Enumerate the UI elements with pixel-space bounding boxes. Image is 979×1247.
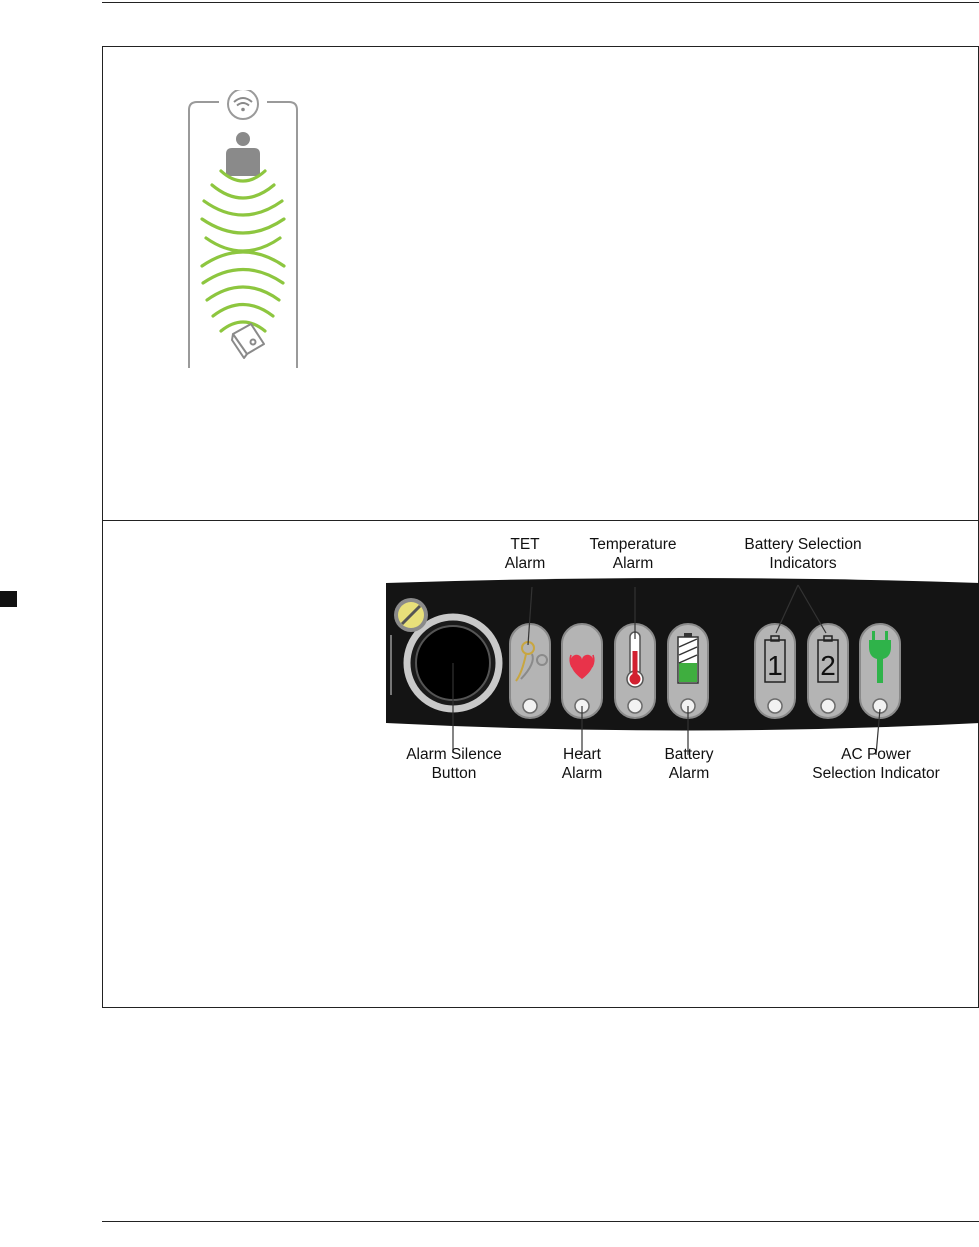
battery-icon: [678, 633, 698, 683]
figure-frame-top: [102, 46, 979, 522]
silence-badge-icon: [394, 598, 428, 632]
battery-alarm-label: Battery Alarm: [664, 746, 714, 782]
battery-2-indicator: [808, 624, 848, 718]
alarm-silence-label: Alarm Silence Button: [406, 746, 502, 782]
ac-power-label: AC Power Selection Indicator: [812, 746, 940, 782]
radio-wave-icon: [202, 171, 284, 331]
person-icon: [226, 132, 260, 176]
tet-alarm-label: TET Alarm: [504, 536, 546, 572]
tet-alarm-indicator: [510, 624, 550, 718]
header-rule: [102, 2, 979, 3]
thermometer-icon: [627, 632, 643, 687]
temperature-alarm-label: Temperature Alarm: [589, 536, 677, 572]
battery-selection-label: Battery Selection Indicators: [744, 536, 862, 572]
footer-rule: [102, 1221, 979, 1222]
wireless-link-illustration: [188, 90, 308, 370]
wireless-icon: [228, 90, 258, 119]
device-icon: [232, 324, 264, 358]
controller-panel-illustration: [386, 533, 979, 778]
battery-2-number: 2: [820, 650, 836, 681]
heart-alarm-indicator: [562, 624, 602, 718]
battery-1-indicator: [755, 624, 795, 718]
battery-alarm-indicator: [668, 624, 708, 718]
serial-marks: [390, 635, 392, 695]
battery-1-number: 1: [767, 650, 783, 681]
heart-alarm-label: Heart Alarm: [561, 746, 603, 782]
ac-power-indicator: [860, 624, 900, 718]
figure-frame-bottom: [102, 520, 979, 1008]
page-tab-marker: [0, 591, 17, 607]
